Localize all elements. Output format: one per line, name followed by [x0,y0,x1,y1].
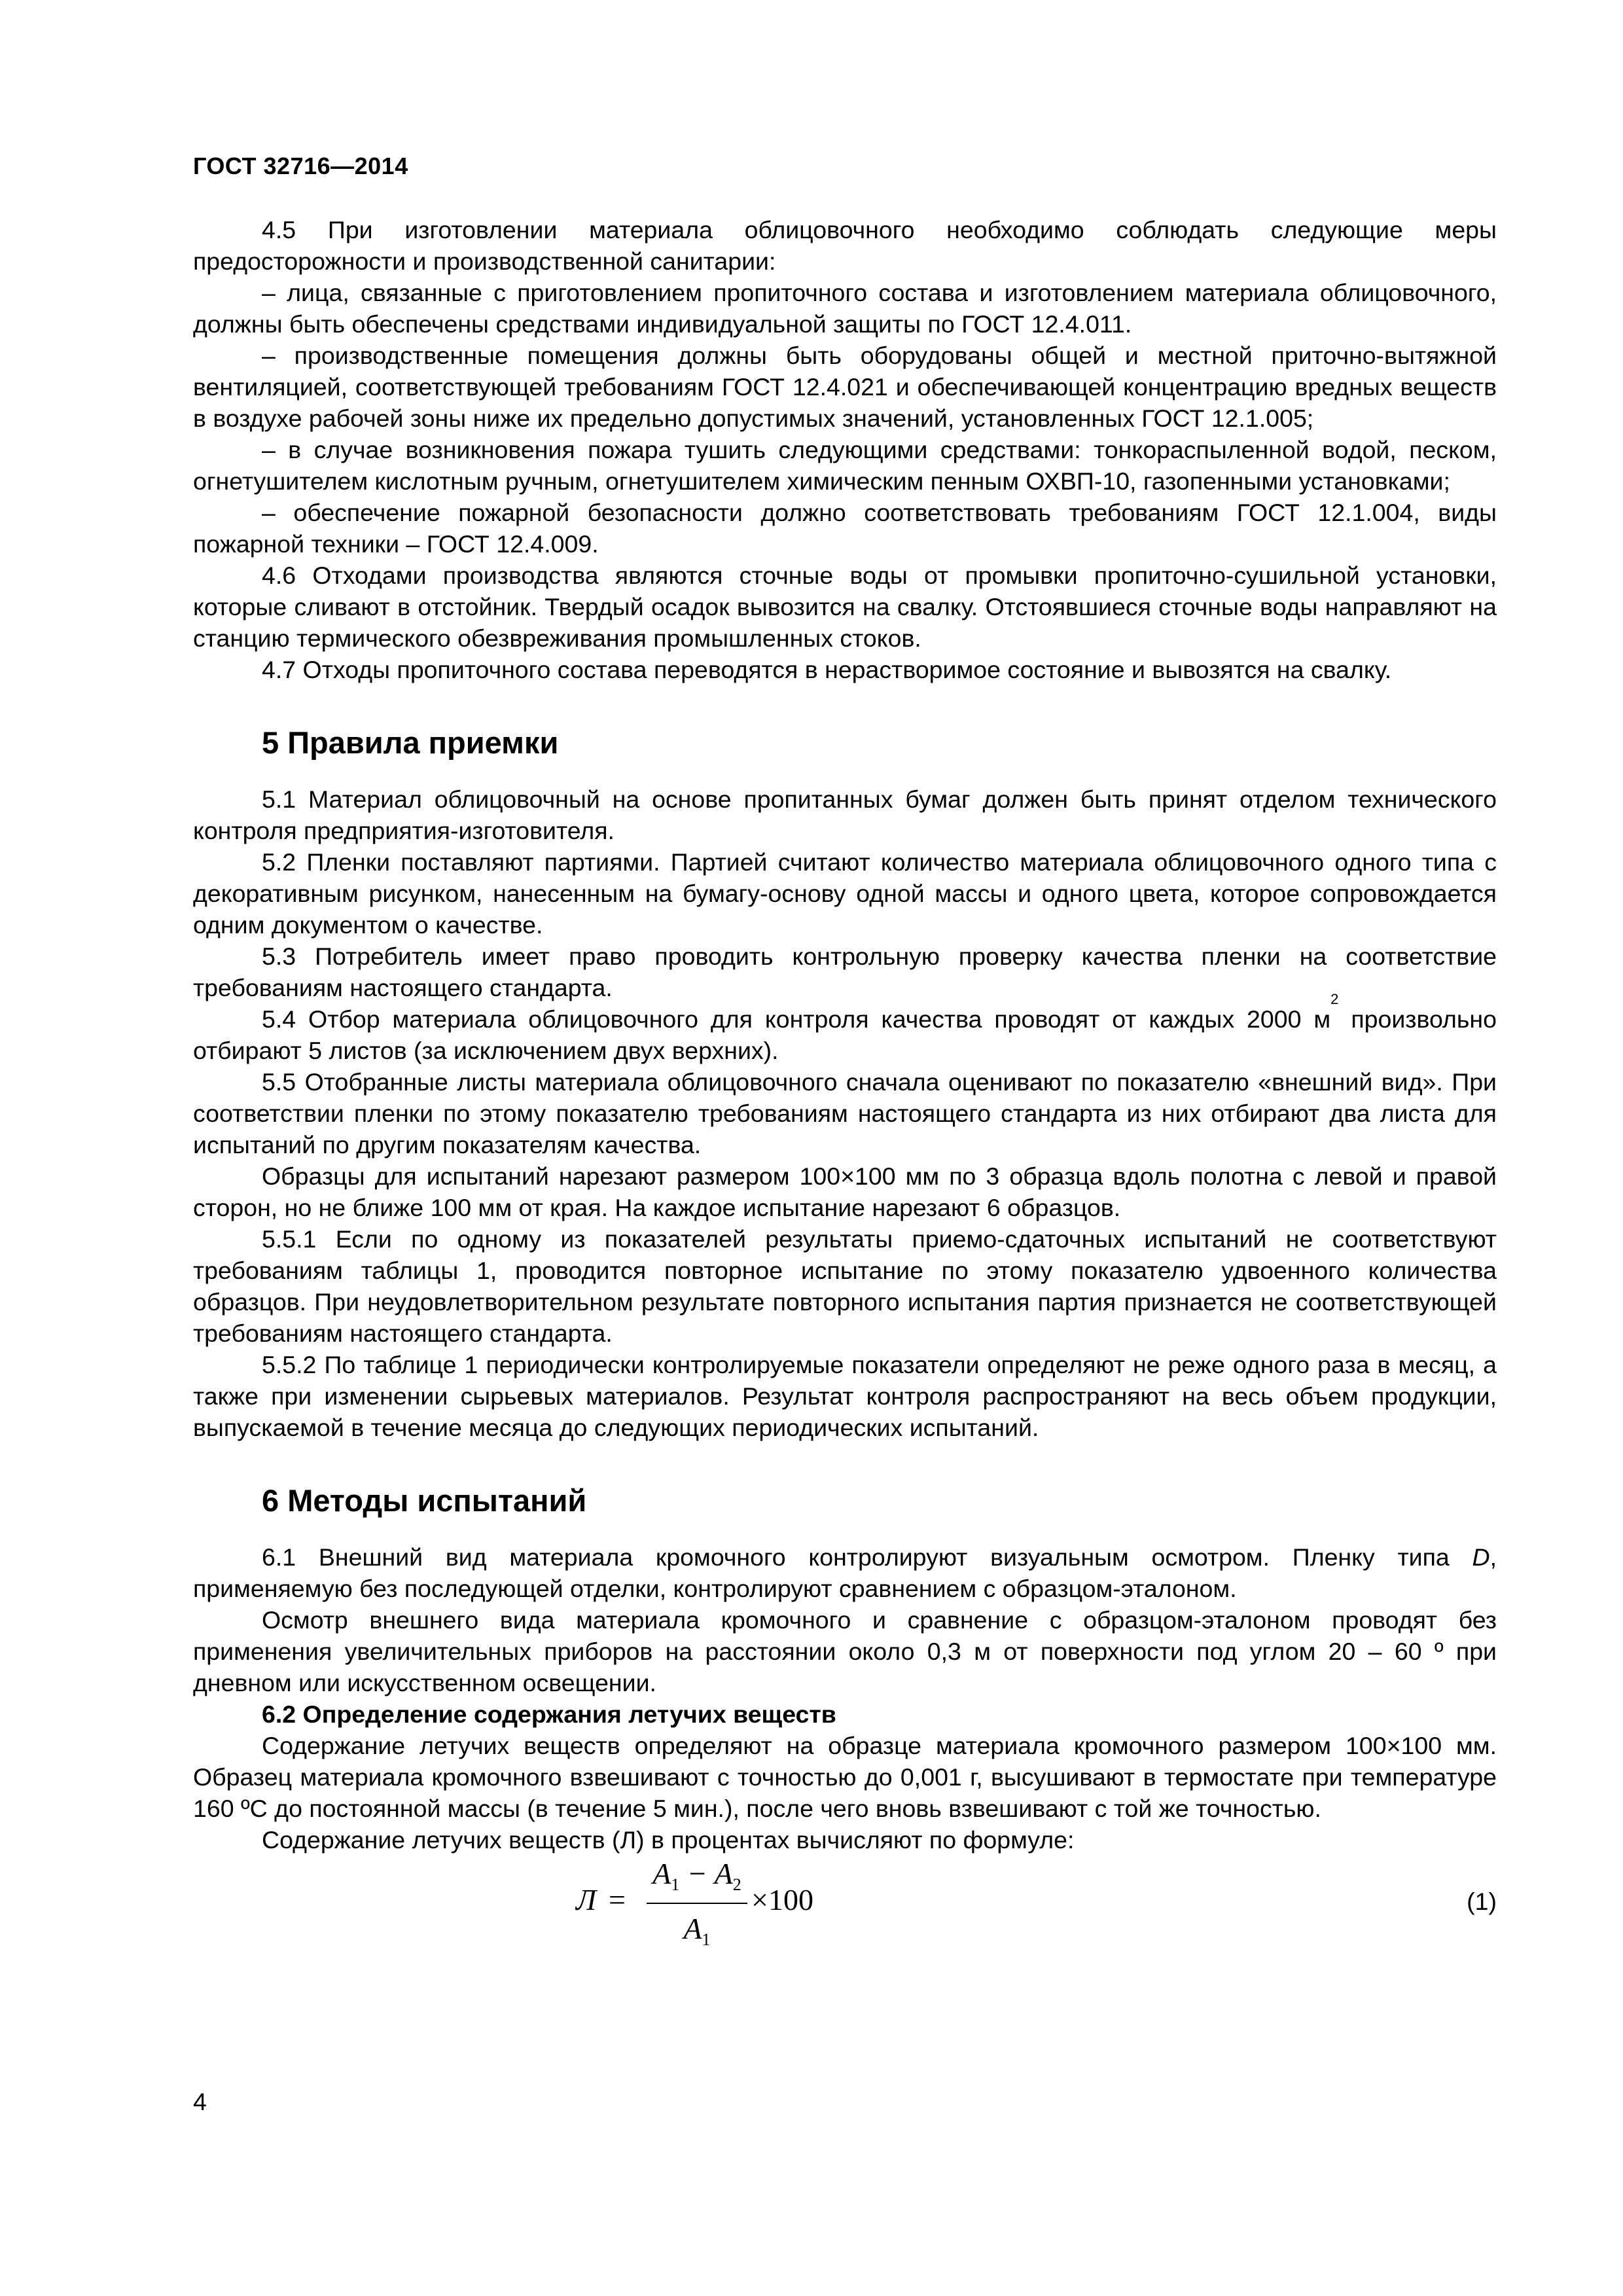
paragraph-4-5: 4.5 При изготовлении материала облицовочного необходимо соблюдать следующие меры предосторожности и производственной санитарии: [193,216,1497,275]
paragraph-6-1-text: 6.1 Внешний вид материала кромочного контролируют визуальным осмотром. Пленку типа [262,1543,1472,1571]
formula-den-a1-sub: 1 [702,1930,711,1950]
paragraph-5-3: 5.3 Потребитель имеет право проводить контрольную проверку качества пленки на соответствие требованиям настоящего стандарта. [193,942,1497,1001]
paragraph-5-4-text-end: произвольно отбирают 5 листов (за исключением двух верхних). [193,1005,1497,1064]
document-code-header: ГОСТ 32716—2014 [193,152,408,179]
paragraph-5-1: 5.1 Материал облицовочный на основе пропитанных бумаг должен быть принят отделом технического контроля предприятия-изготовителя. [193,785,1497,844]
formula-numerator [645,1858,749,1901]
paragraph-5-5-1: 5.5.1 Если по одному из показателей результаты приемо-сдаточных испытаний не соответствуют требованиям таблицы 1, проводится повторное испытание по этому показателю удвоенного количества образцов. При неудовлетворительном результате повторного испытания партия признается не соответствующей требованиям настоящего стандарта. [193,1225,1497,1347]
formula-multiplier: ×100 [751,1883,813,1916]
formula-a2-sub: 2 [732,1875,741,1895]
paragraph-5-4 [193,991,1497,1066]
page-number: 4 [193,2088,207,2115]
paragraph-4-6: 4.6 Отходами производства являются сточные воды от промывки пропиточно-сушильной установки, которые сливают в отстойник. Твердый осадок вывозится на свалку. Отстоявшиеся сточные воды направляют на станцию термического обезвреживания промышленных стоков. [193,562,1497,652]
formula-number: (1) [1467,1888,1497,1915]
formula-equals: = [609,1883,626,1916]
page-content [193,214,1497,1950]
paragraph-4-5-item-2: – производственные помещения должны быть оборудованы общей и местной приточно-вытяжной вентиляцией, соответствующей требованиям ГОСТ 12.4.021 и обеспечивающей концентрацию вредных веществ в воздухе рабочей зоны ниже их предельно допустимых значений, установленных ГОСТ 12.1.005; [193,342,1497,432]
paragraph-5-2: 5.2 Пленки поставляют партиями. Партией считают количество материала облицовочного одного типа с декоративным рисунком, нанесенным на бумагу-основу одной массы и одного цвета, которое сопровождается одним документом о качестве. [193,848,1497,939]
formula-lhs: Л [576,1883,597,1916]
paragraph-6-1 [193,1541,1497,1604]
formula-minus: − [679,1857,715,1890]
paragraph-6-1-inspection: Осмотр внешнего вида материала кромочного и сравнение с образцом-эталоном проводят без применения увеличительных приборов на расстоянии около 0,3 м от поверхности под углом 20 – 60 º при дневном или искусственном освещении. [193,1606,1497,1696]
paragraph-5-5-2: 5.5.2 По таблице 1 периодически контролируемые показатели определяют не реже одного раза в месяц, а также при изменении сырьевых материалов. Результат контроля распространяют на весь объем продукции, выпускаемой в течение месяца до следующих периодических испытаний. [193,1351,1497,1441]
formula-fraction-bar [647,1903,747,1904]
subsection-6-2-heading: 6.2 Определение содержания летучих веществ [262,1700,836,1728]
paragraph-5-4-text: 5.4 Отбор материала облицовочного для контроля качества проводят от каждых 2000 м [262,1005,1331,1033]
formula-a1-sub: 1 [671,1875,680,1895]
volatile-content-formula [576,1858,877,1950]
paragraph-4-7: 4.7 Отходы пропиточного состава переводятся в нерастворимое состояние и вывозятся на свалку. [262,656,1392,683]
square-superscript: 2 [1330,991,1339,1007]
film-type-d: D [1472,1543,1490,1571]
formula-denominator [645,1913,749,1956]
paragraph-6-1-text-end: , применяемую без последующей отделки, контролируют сравнением с образцом-эталоном. [193,1543,1497,1602]
formula-a2: A [714,1857,733,1890]
paragraph-6-2-method: Содержание летучих веществ определяют на образце материала кромочного размером 100×100 мм. Образец материала кромочного взвешивают с точностью до 0,001 г, высушивают в термостате при температуре 160 ºС до постоянной массы (в течение 5 мин.), после чего вновь взвешивают с той же точностью. [193,1732,1497,1822]
formula-den-a1: A [683,1912,702,1945]
paragraph-4-5-item-4: – обеспечение пожарной безопасности должно соответствовать требованиям ГОСТ 12.1.004, виды пожарной техники – ГОСТ 12.4.009. [193,499,1497,558]
formula-a1: A [652,1857,671,1890]
paragraph-5-5: 5.5 Отобранные листы материала облицовочного сначала оценивают по показателю «внешний вид». При соответствии пленки по этому показателю требованиям настоящего стандарта из них отбирают два листа для испытаний по другим показателям качества. [193,1068,1497,1158]
paragraph-5-5-samples: Образцы для испытаний нарезают размером 100×100 мм по 3 образца вдоль полотна с левой и правой сторон, но не ближе 100 мм от края. На каждое испытание нарезают 6 образцов. [193,1162,1497,1221]
section-5-heading: 5 Правила приемки [262,725,559,760]
paragraph-4-5-item-3: – в случае возникновения пожара тушить следующими средствами: тонкораспыленной водой, песком, огнетушителем кислотным ручным, огнетушителем химическим пенным ОХВП-10, газопенными установками; [193,436,1497,495]
formula-row [193,1858,1497,1950]
paragraph-4-5-item-1: – лица, связанные с приготовлением пропиточного состава и изготовлением материала облицовочного, должны быть обеспечены средствами индивидуальной защиты по ГОСТ 12.4.011. [193,279,1497,338]
section-6-heading: 6 Методы испытаний [262,1483,587,1518]
paragraph-6-2-formula-intro: Содержание летучих веществ (Л) в процентах вычисляют по формуле: [262,1826,1075,1854]
